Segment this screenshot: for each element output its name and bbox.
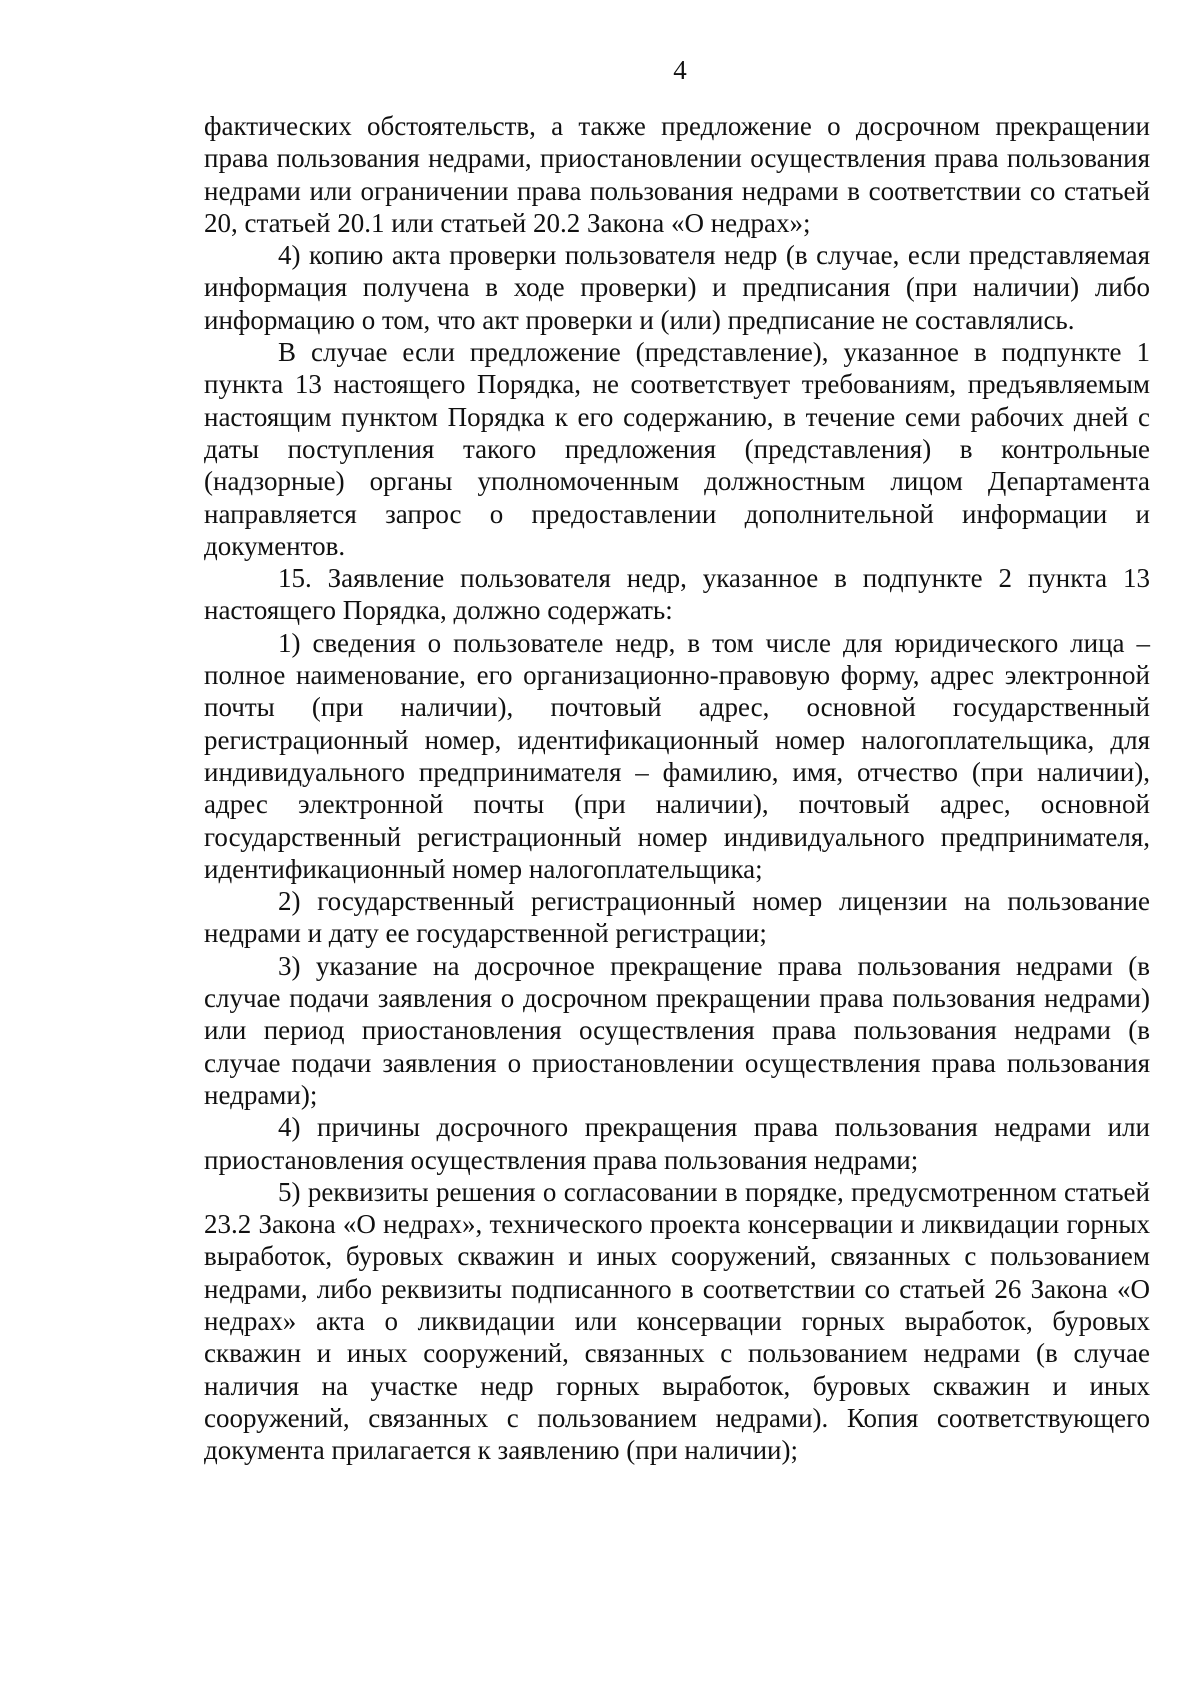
paragraph-item-2-license-number: 2) государственный регистрационный номер лицензии на пользование недрами и дату ее государственной регистрации; [204, 886, 1150, 949]
document-body [204, 110, 1150, 1466]
paragraph-item-3-termination-indication: 3) указание на досрочное прекращение права пользования недрами (в случае подачи заявления о досрочном прекращении права пользования недрами) или период приостановления осуществления права пользования недрами (в случае подачи заявления о приостановлении осуществления права пользования недрами); [204, 950, 1150, 1110]
paragraph-continuation: фактических обстоятельств, а также предложение о досрочном прекращении права пользования недрами, приостановлении осуществления права пользования недрами или ограничении права пользования недрами в соответствии со статьей 20, статьей 20.1 или статьей 20.2 Закона «О недрах»; [204, 111, 1150, 238]
page-number [0, 54, 1200, 86]
paragraph-request-additional-info: В случае если предложение (представление), указанное в подпункте 1 пункта 13 настоящего Порядка, не соответствует требованиям, предъявляемым настоящим пунктом Порядка к его содержанию, в течение семи рабочих дней с даты поступления такого предложения (представления) в контрольные (надзорные) органы уполномоченным должностным лицом Департамента направляется запрос о предоставлении дополнительной информации и документов. [204, 337, 1150, 561]
paragraph-item-5-decision-details: 5) реквизиты решения о согласовании в порядке, предусмотренном статьей 23.2 Закона «О недрах», технического проекта консервации и ликвидации горных выработок, буровых скважин и иных сооружений, связанных с пользованием недрами, либо реквизиты подписанного в соответствии со статьей 26 Закона «О недрах» акта о ликвидации или консервации горных выработок, буровых скважин и иных сооружений, связанных с пользованием недрами (в случае наличия на участке недр горных выработок, буровых скважин и иных сооружений, связанных с пользованием недрами). Копия соответствующего документа прилагается к заявлению (при наличии); [204, 1176, 1150, 1466]
paragraph-item-4-reasons: 4) причины досрочного прекращения права пользования недрами или приостановления осуществления права пользования недрами; [204, 1112, 1150, 1175]
paragraph-section-15: 15. Заявление пользователя недр, указанное в подпункте 2 пункта 13 настоящего Порядка, должно содержать: [204, 563, 1150, 626]
paragraph-item-1-user-info: 1) сведения о пользователе недр, в том числе для юридического лица – полное наименование, его организационно-правовую форму, адрес электронной почты (при наличии), почтовый адрес, основной государственный регистрационный номер, идентификационный номер налогоплательщика, для индивидуального предпринимателя – фамилию, имя, отчество (при наличии), адрес электронной почты (при наличии), почтовый адрес, основной государственный регистрационный номер индивидуального предпринимателя, идентификационный номер налогоплательщика; [204, 627, 1150, 884]
paragraph-item-4-act-copy: 4) копию акта проверки пользователя недр (в случае, если представляемая информация получена в ходе проверки) и предписания (при наличии) либо информацию о том, что акт проверки и (или) предписание не составлялись. [204, 240, 1150, 335]
page-number-text: 4 [673, 55, 687, 85]
